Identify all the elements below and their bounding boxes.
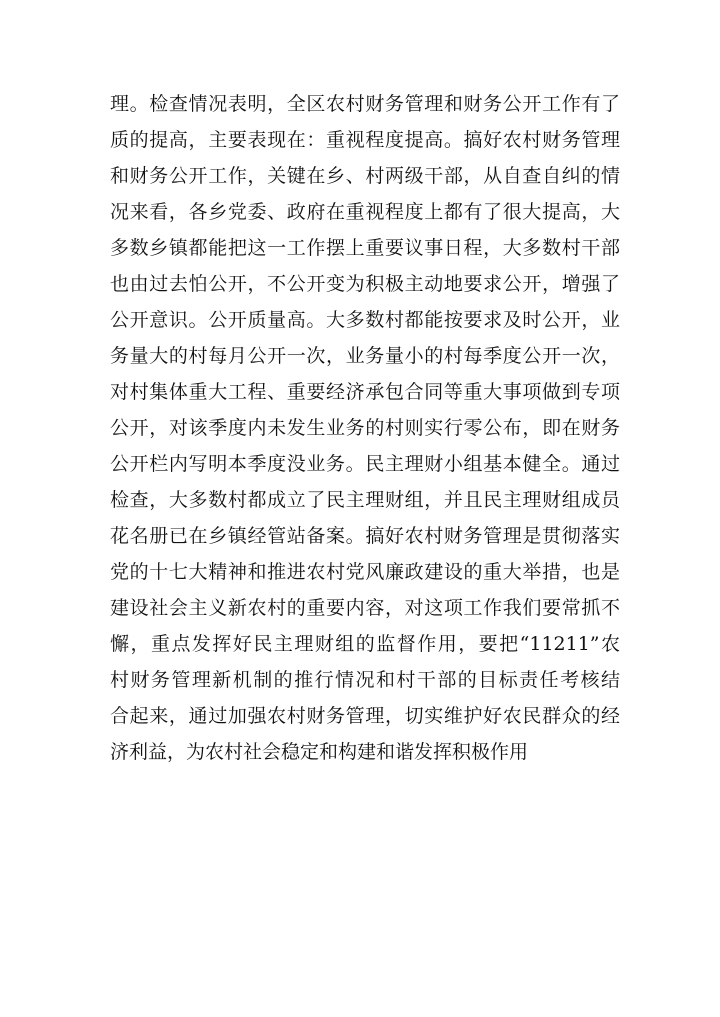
text-line-11: 公开栏内写明本季度没业务。民主理财小组基本健全。通过 — [110, 453, 620, 475]
text-line-17: 村财务管理新机制的推行情况和村干部的目标责任考核结 — [110, 669, 620, 691]
text-line-19: 济利益，为农村社会稳定和构建和谐发挥积极作用 — [110, 741, 529, 763]
text-line-3: 和财务公开工作，关键在乡、村两级干部，从自查自纠的情 — [110, 165, 620, 187]
text-line-1: 理。检查情况表明，全区农村财务管理和财务公开工作有了 — [110, 93, 620, 115]
text-line-5: 多数乡镇都能把这一工作摆上重要议事日程，大多数村干部 — [110, 237, 620, 259]
text-line-8: 务量大的村每月公开一次，业务量小的村每季度公开一次， — [110, 345, 620, 367]
text-line-15: 建设社会主义新农村的重要内容，对这项工作我们要常抓不 — [110, 597, 620, 619]
text-line-10: 公开，对该季度内未发生业务的村则实行零公布，即在财务 — [110, 417, 620, 439]
text-line-13: 花名册已在乡镇经管站备案。搞好农村财务管理是贯彻落实 — [110, 525, 620, 547]
text-line-2: 质的提高，主要表现在：重视程度提高。搞好农村财务管理 — [110, 129, 620, 151]
text-line-16: 懈，重点发挥好民主理财组的监督作用，要把“11211”农 — [110, 633, 620, 655]
text-line-12: 检查，大多数村都成立了民主理财组，并且民主理财组成员 — [110, 489, 620, 511]
text-line-14: 党的十七大精神和推进农村党风廉政建设的重大举措，也是 — [110, 561, 620, 583]
text-line-7: 公开意识。公开质量高。大多数村都能按要求及时公开，业 — [110, 309, 620, 331]
body-text — [110, 86, 620, 770]
text-line-18: 合起来，通过加强农村财务管理，切实维护好农民群众的经 — [110, 705, 620, 727]
text-line-6: 也由过去怕公开，不公开变为积极主动地要求公开，增强了 — [110, 273, 620, 295]
text-line-9: 对村集体重大工程、重要经济承包合同等重大事项做到专项 — [110, 381, 620, 403]
text-line-4: 况来看，各乡党委、政府在重视程度上都有了很大提高，大 — [110, 201, 620, 223]
